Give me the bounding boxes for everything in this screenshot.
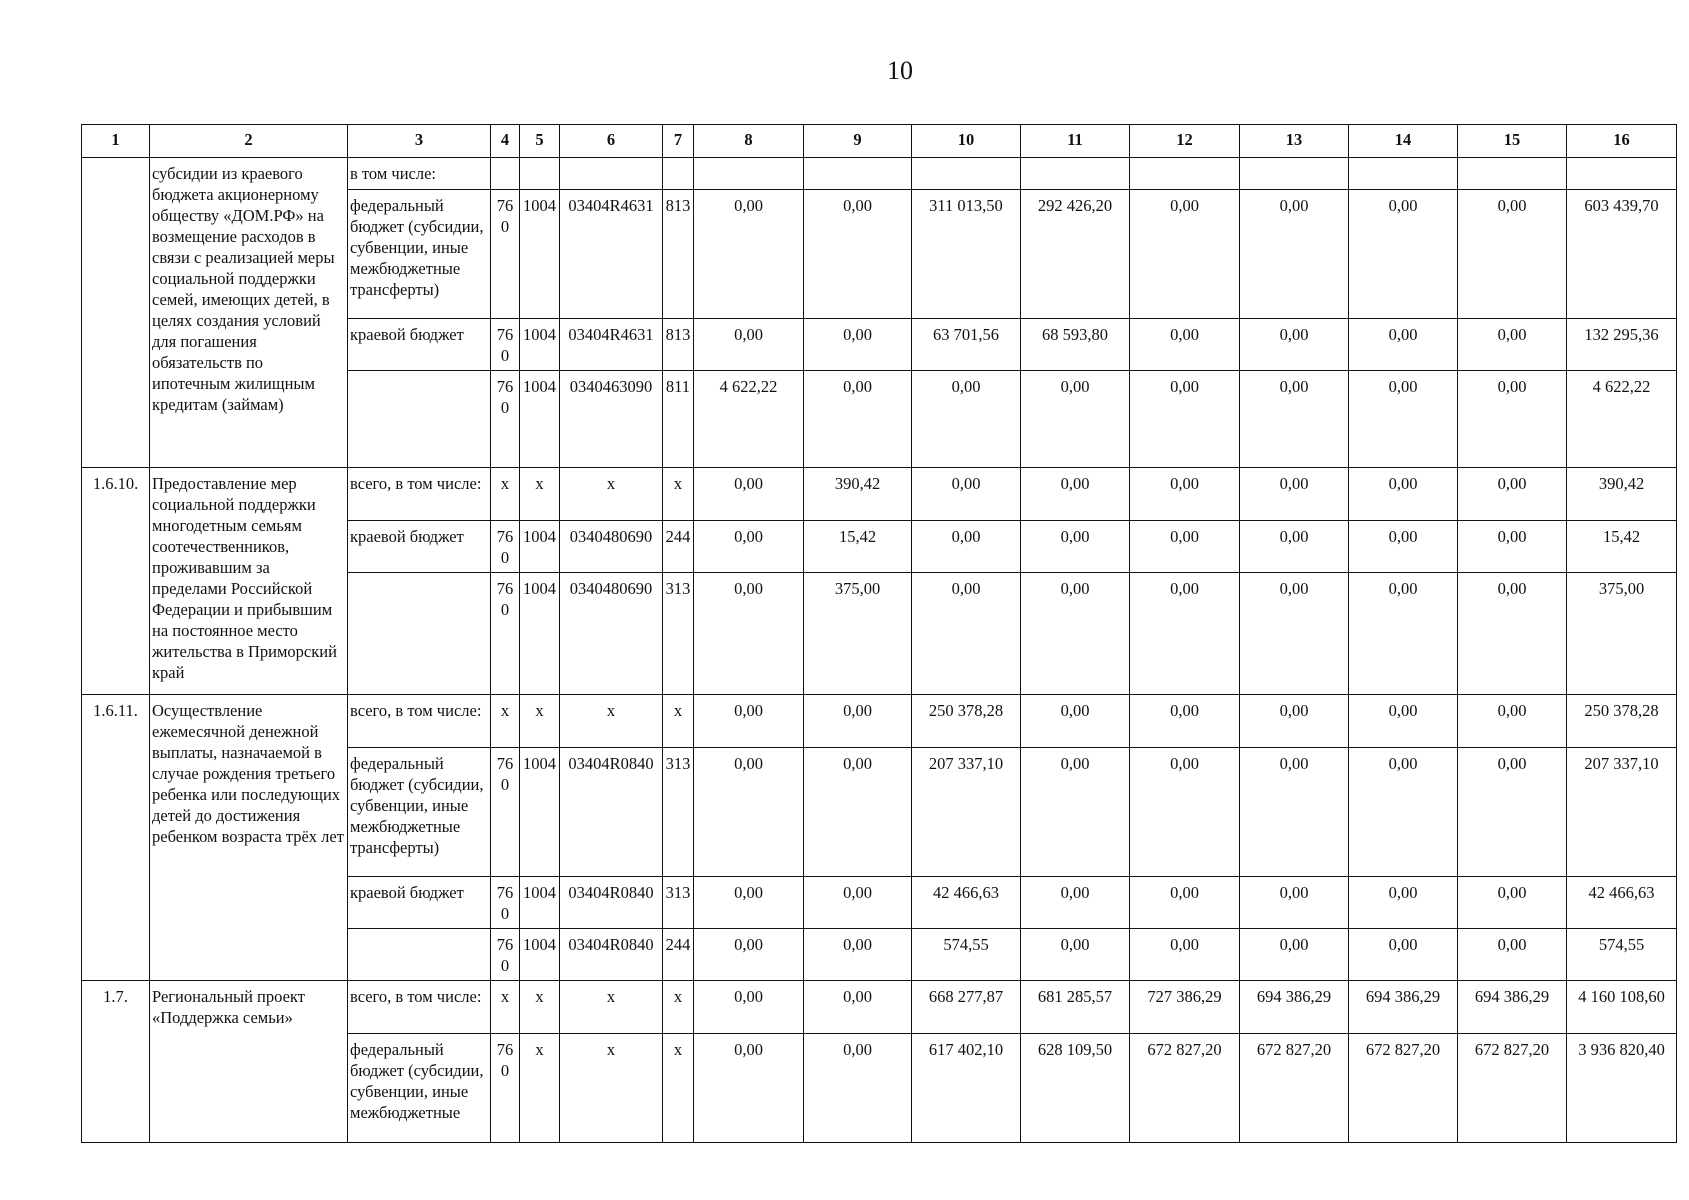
code-expense-type: x <box>663 981 694 1034</box>
measure-name: Осуществление ежемесячной денежной выплаты, назначаемой в случае рождения третьего ребенка или последующих детей до достижения ребенком возраста трёх лет <box>150 695 348 981</box>
amount-cell: 0,00 <box>804 319 912 371</box>
amount-cell: 0,00 <box>694 319 804 371</box>
measure-name: субсидии из краевого бюджета акционерному обществу «ДОМ.РФ» на возмещение расходов в связи с реализацией меры социальной поддержки семей, имеющих детей, в целях создания условий для погашения обязательств по ипотечным жилищным кредитам (займам) <box>150 158 348 468</box>
amount-cell: 0,00 <box>1240 190 1349 319</box>
code-grbs: x <box>491 981 520 1034</box>
amount-cell: 0,00 <box>1349 371 1458 468</box>
code-target: 03404R0840 <box>560 748 663 877</box>
code-target: 03404R4631 <box>560 190 663 319</box>
column-header-13: 13 <box>1240 125 1349 158</box>
amount-cell: 0,00 <box>1349 521 1458 573</box>
code-section: 1004 <box>520 371 560 468</box>
code-expense-type: 244 <box>663 929 694 981</box>
section-number: 1.6.11. <box>82 695 150 981</box>
amount-cell: 0,00 <box>694 1034 804 1143</box>
funding-source: краевой бюджет <box>348 319 491 371</box>
amount-cell: 375,00 <box>1567 573 1677 695</box>
amount-cell: 0,00 <box>804 371 912 468</box>
amount-cell: 207 337,10 <box>1567 748 1677 877</box>
funding-source: краевой бюджет <box>348 877 491 929</box>
amount-cell: 375,00 <box>804 573 912 695</box>
funding-source: федеральный бюджет (субсидии, субвенции, иные межбюджетные трансферты) <box>348 748 491 877</box>
amount-cell: 0,00 <box>804 748 912 877</box>
column-header-4: 4 <box>491 125 520 158</box>
amount-cell: 0,00 <box>694 468 804 521</box>
amount-cell: 0,00 <box>1458 468 1567 521</box>
table-row <box>82 158 1677 190</box>
amount-cell: 0,00 <box>1130 190 1240 319</box>
section-number: 1.7. <box>82 981 150 1143</box>
amount-cell: 0,00 <box>1349 748 1458 877</box>
code-section: x <box>520 1034 560 1143</box>
amount-cell: 694 386,29 <box>1458 981 1567 1034</box>
table-body <box>82 158 1677 1143</box>
amount-cell <box>912 158 1021 190</box>
amount-cell: 0,00 <box>804 1034 912 1143</box>
code-expense-type: 313 <box>663 748 694 877</box>
amount-cell: 694 386,29 <box>1349 981 1458 1034</box>
code-expense-type: 313 <box>663 573 694 695</box>
code-grbs: 760 <box>491 190 520 319</box>
amount-cell: 0,00 <box>1240 319 1349 371</box>
header-row <box>82 125 1677 158</box>
amount-cell: 15,42 <box>1567 521 1677 573</box>
code-section: 1004 <box>520 877 560 929</box>
amount-cell: 0,00 <box>804 981 912 1034</box>
amount-cell: 4 160 108,60 <box>1567 981 1677 1034</box>
amount-cell: 0,00 <box>804 190 912 319</box>
code-target: x <box>560 981 663 1034</box>
code-target: 03404R0840 <box>560 929 663 981</box>
amount-cell: 672 827,20 <box>1349 1034 1458 1143</box>
amount-cell: 0,00 <box>694 748 804 877</box>
amount-cell: 0,00 <box>1021 929 1130 981</box>
table-row <box>82 468 1677 521</box>
code-section: x <box>520 981 560 1034</box>
funding-source: краевой бюджет <box>348 521 491 573</box>
code-expense-type: 313 <box>663 877 694 929</box>
amount-cell: 0,00 <box>1349 319 1458 371</box>
amount-cell: 0,00 <box>1458 877 1567 929</box>
amount-cell: 0,00 <box>1240 573 1349 695</box>
amount-cell: 0,00 <box>1458 190 1567 319</box>
code-target <box>560 158 663 190</box>
amount-cell <box>804 158 912 190</box>
page-number: 10 <box>887 56 913 85</box>
code-grbs: 760 <box>491 521 520 573</box>
amount-cell: 672 827,20 <box>1240 1034 1349 1143</box>
amount-cell: 42 466,63 <box>1567 877 1677 929</box>
amount-cell: 15,42 <box>804 521 912 573</box>
amount-cell <box>694 158 804 190</box>
funding-source: всего, в том числе: <box>348 695 491 748</box>
funding-source: федеральный бюджет (субсидии, субвенции, иные межбюджетные трансферты) <box>348 190 491 319</box>
amount-cell: 0,00 <box>1458 521 1567 573</box>
amount-cell: 0,00 <box>1349 573 1458 695</box>
funding-source <box>348 929 491 981</box>
amount-cell: 311 013,50 <box>912 190 1021 319</box>
code-section: 1004 <box>520 190 560 319</box>
amount-cell: 0,00 <box>694 695 804 748</box>
amount-cell <box>1349 158 1458 190</box>
amount-cell: 0,00 <box>1021 748 1130 877</box>
code-section: 1004 <box>520 748 560 877</box>
amount-cell: 0,00 <box>1349 929 1458 981</box>
amount-cell: 0,00 <box>1240 695 1349 748</box>
amount-cell: 0,00 <box>1021 573 1130 695</box>
amount-cell: 0,00 <box>1130 748 1240 877</box>
code-expense-type: 244 <box>663 521 694 573</box>
code-grbs: 760 <box>491 319 520 371</box>
code-expense-type: x <box>663 1034 694 1143</box>
amount-cell <box>1567 158 1677 190</box>
funding-source: всего, в том числе: <box>348 468 491 521</box>
amount-cell: 0,00 <box>1021 371 1130 468</box>
amount-cell: 0,00 <box>1130 695 1240 748</box>
amount-cell: 574,55 <box>912 929 1021 981</box>
code-target: 0340463090 <box>560 371 663 468</box>
column-header-10: 10 <box>912 125 1021 158</box>
funding-source: в том числе: <box>348 158 491 190</box>
code-grbs: 760 <box>491 371 520 468</box>
amount-cell: 63 701,56 <box>912 319 1021 371</box>
amount-cell: 0,00 <box>1240 748 1349 877</box>
code-expense-type: 813 <box>663 319 694 371</box>
amount-cell: 0,00 <box>1130 468 1240 521</box>
column-header-2: 2 <box>150 125 348 158</box>
code-section: 1004 <box>520 573 560 695</box>
amount-cell: 0,00 <box>1021 521 1130 573</box>
amount-cell: 0,00 <box>1021 877 1130 929</box>
amount-cell: 0,00 <box>694 521 804 573</box>
code-expense-type: 813 <box>663 190 694 319</box>
amount-cell: 0,00 <box>694 877 804 929</box>
amount-cell: 574,55 <box>1567 929 1677 981</box>
code-target: 03404R0840 <box>560 877 663 929</box>
amount-cell: 0,00 <box>804 929 912 981</box>
amount-cell: 0,00 <box>1130 371 1240 468</box>
column-header-9: 9 <box>804 125 912 158</box>
column-header-1: 1 <box>82 125 150 158</box>
amount-cell: 0,00 <box>1130 521 1240 573</box>
code-grbs: 760 <box>491 573 520 695</box>
code-target: x <box>560 1034 663 1143</box>
code-expense-type: x <box>663 468 694 521</box>
code-section: x <box>520 695 560 748</box>
amount-cell: 68 593,80 <box>1021 319 1130 371</box>
code-expense-type <box>663 158 694 190</box>
code-section <box>520 158 560 190</box>
amount-cell: 0,00 <box>1458 319 1567 371</box>
amount-cell: 0,00 <box>804 695 912 748</box>
amount-cell: 0,00 <box>694 929 804 981</box>
amount-cell: 0,00 <box>804 877 912 929</box>
amount-cell: 603 439,70 <box>1567 190 1677 319</box>
code-target: 0340480690 <box>560 573 663 695</box>
amount-cell: 0,00 <box>912 573 1021 695</box>
amount-cell: 0,00 <box>1349 877 1458 929</box>
amount-cell: 0,00 <box>1458 371 1567 468</box>
table-row <box>82 981 1677 1034</box>
funding-source: федеральный бюджет (субсидии, субвенции, иные межбюджетные <box>348 1034 491 1143</box>
amount-cell: 0,00 <box>1240 371 1349 468</box>
section-number <box>82 158 150 468</box>
column-header-3: 3 <box>348 125 491 158</box>
column-header-12: 12 <box>1130 125 1240 158</box>
amount-cell: 0,00 <box>1130 929 1240 981</box>
amount-cell: 4 622,22 <box>694 371 804 468</box>
funding-source <box>348 371 491 468</box>
column-header-16: 16 <box>1567 125 1677 158</box>
amount-cell: 390,42 <box>1567 468 1677 521</box>
amount-cell: 727 386,29 <box>1130 981 1240 1034</box>
amount-cell: 0,00 <box>1021 695 1130 748</box>
amount-cell: 0,00 <box>694 981 804 1034</box>
column-header-8: 8 <box>694 125 804 158</box>
amount-cell: 0,00 <box>1240 521 1349 573</box>
code-section: x <box>520 468 560 521</box>
funding-source: всего, в том числе: <box>348 981 491 1034</box>
amount-cell: 3 936 820,40 <box>1567 1034 1677 1143</box>
amount-cell: 672 827,20 <box>1458 1034 1567 1143</box>
amount-cell: 0,00 <box>1130 319 1240 371</box>
amount-cell: 250 378,28 <box>1567 695 1677 748</box>
amount-cell: 0,00 <box>1240 468 1349 521</box>
amount-cell <box>1458 158 1567 190</box>
amount-cell: 0,00 <box>1458 748 1567 877</box>
column-header-14: 14 <box>1349 125 1458 158</box>
column-header-15: 15 <box>1458 125 1567 158</box>
table-header <box>82 125 1677 158</box>
amount-cell: 0,00 <box>1130 573 1240 695</box>
code-grbs: x <box>491 695 520 748</box>
amount-cell <box>1130 158 1240 190</box>
code-grbs: 760 <box>491 748 520 877</box>
amount-cell: 0,00 <box>1349 190 1458 319</box>
amount-cell: 668 277,87 <box>912 981 1021 1034</box>
amount-cell: 0,00 <box>1240 929 1349 981</box>
amount-cell: 4 622,22 <box>1567 371 1677 468</box>
amount-cell: 694 386,29 <box>1240 981 1349 1034</box>
code-grbs: 760 <box>491 929 520 981</box>
code-target: 0340480690 <box>560 521 663 573</box>
amount-cell: 0,00 <box>1349 468 1458 521</box>
amount-cell: 390,42 <box>804 468 912 521</box>
code-section: 1004 <box>520 521 560 573</box>
funding-source <box>348 573 491 695</box>
column-header-11: 11 <box>1021 125 1130 158</box>
amount-cell: 0,00 <box>1130 877 1240 929</box>
amount-cell: 617 402,10 <box>912 1034 1021 1143</box>
budget-table <box>81 124 1677 1143</box>
amount-cell: 0,00 <box>1458 695 1567 748</box>
code-section: 1004 <box>520 929 560 981</box>
amount-cell <box>1021 158 1130 190</box>
amount-cell: 0,00 <box>1458 573 1567 695</box>
code-section: 1004 <box>520 319 560 371</box>
amount-cell: 0,00 <box>912 371 1021 468</box>
amount-cell: 628 109,50 <box>1021 1034 1130 1143</box>
amount-cell: 0,00 <box>912 521 1021 573</box>
amount-cell: 42 466,63 <box>912 877 1021 929</box>
code-grbs: 760 <box>491 877 520 929</box>
amount-cell: 0,00 <box>1021 468 1130 521</box>
amount-cell: 132 295,36 <box>1567 319 1677 371</box>
amount-cell: 672 827,20 <box>1130 1034 1240 1143</box>
amount-cell: 292 426,20 <box>1021 190 1130 319</box>
code-expense-type: x <box>663 695 694 748</box>
amount-cell: 250 378,28 <box>912 695 1021 748</box>
code-grbs: x <box>491 468 520 521</box>
measure-name: Региональный проект «Поддержка семьи» <box>150 981 348 1143</box>
amount-cell: 207 337,10 <box>912 748 1021 877</box>
amount-cell: 0,00 <box>1458 929 1567 981</box>
section-number: 1.6.10. <box>82 468 150 695</box>
amount-cell: 0,00 <box>694 573 804 695</box>
code-target: x <box>560 468 663 521</box>
amount-cell: 0,00 <box>1349 695 1458 748</box>
amount-cell: 681 285,57 <box>1021 981 1130 1034</box>
amount-cell <box>1240 158 1349 190</box>
code-expense-type: 811 <box>663 371 694 468</box>
column-header-5: 5 <box>520 125 560 158</box>
amount-cell: 0,00 <box>912 468 1021 521</box>
amount-cell: 0,00 <box>694 190 804 319</box>
column-header-6: 6 <box>560 125 663 158</box>
amount-cell: 0,00 <box>1240 877 1349 929</box>
code-target: x <box>560 695 663 748</box>
code-grbs <box>491 158 520 190</box>
table-row <box>82 695 1677 748</box>
code-target: 03404R4631 <box>560 319 663 371</box>
measure-name: Предоставление мер социальной поддержки многодетным семьям соотечественников, проживавшим за пределами Российской Федерации и прибывшим на постоянное место жительства в Приморский край <box>150 468 348 695</box>
code-grbs: 760 <box>491 1034 520 1143</box>
column-header-7: 7 <box>663 125 694 158</box>
